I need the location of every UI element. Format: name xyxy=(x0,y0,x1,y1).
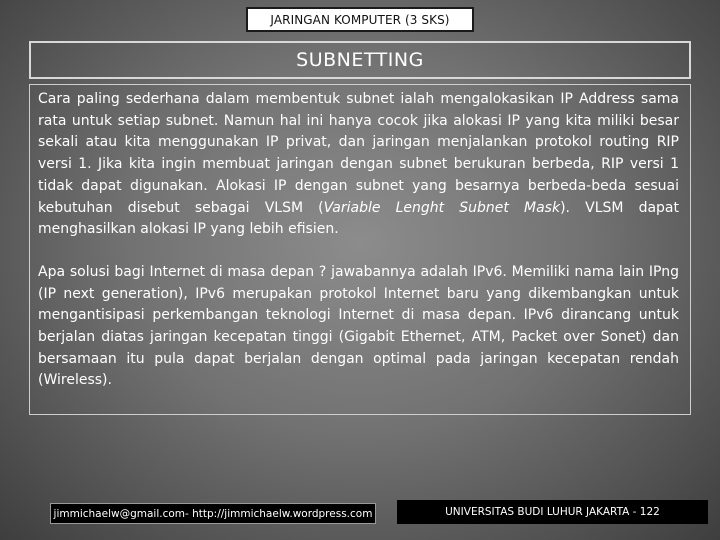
footer-contact-box xyxy=(50,503,376,524)
course-title-header xyxy=(246,7,474,32)
paragraph-subnetting-tail: ). VLSM dapat menghasilkan alokasi IP yang lebih efisien. xyxy=(38,199,679,238)
slide-content-box xyxy=(29,84,691,415)
slide-title-box xyxy=(29,41,691,79)
paragraph-ipv6: Apa solusi bagi Internet di masa depan ? jawabannya adalah IPv6. Memiliki nama lain IPng (IP next generation), IPv6 merupakan protokol Internet baru yang dikembangkan untuk mengantisipasi perkembangan teknologi Internet di masa depan. IPv6 dirancang untuk berjalan diatas jaringan kecepatan tinggi (Gigabit Ethernet, ATM, Packet over Sonet) dan bersamaan itu pula dapat berjalan dengan optimal pada jaringan kecepatan rendah (Wireless). xyxy=(38,263,679,389)
paragraph-subnetting-text: Cara paling sederhana dalam membentuk subnet ialah mengalokasikan IP Address sama rata untuk setiap subnet. Namun hal ini hanya cocok jika alokasi IP yang kita miliki besar sekali atau kita menggunakan IP privat, dan jaringan menjalankan protokol routing RIP versi 1. Jika kita ingin membuat jaringan dengan subnet berukuran berbeda, RIP versi 1 tidak dapat digunakan. Alokasi IP dengan subnet yang besarnya berbeda-beda sesuai kebutuhan disebut sebagai VLSM ( xyxy=(38,91,679,216)
slide-title: SUBNETTING xyxy=(296,49,424,71)
footer-institution-text: UNIVERSITAS BUDI LUHUR JAKARTA - 122 xyxy=(445,506,660,518)
course-title-text: JARINGAN KOMPUTER (3 SKS) xyxy=(270,12,450,27)
paragraph-subnetting xyxy=(38,89,679,241)
footer-contact-text: jimmichaelw@gmail.com- http://jimmichaelw.wordpress.com xyxy=(53,507,373,520)
vlsm-expansion: Variable Lenght Subnet Mask xyxy=(323,199,561,216)
footer-institution-box xyxy=(397,500,708,524)
